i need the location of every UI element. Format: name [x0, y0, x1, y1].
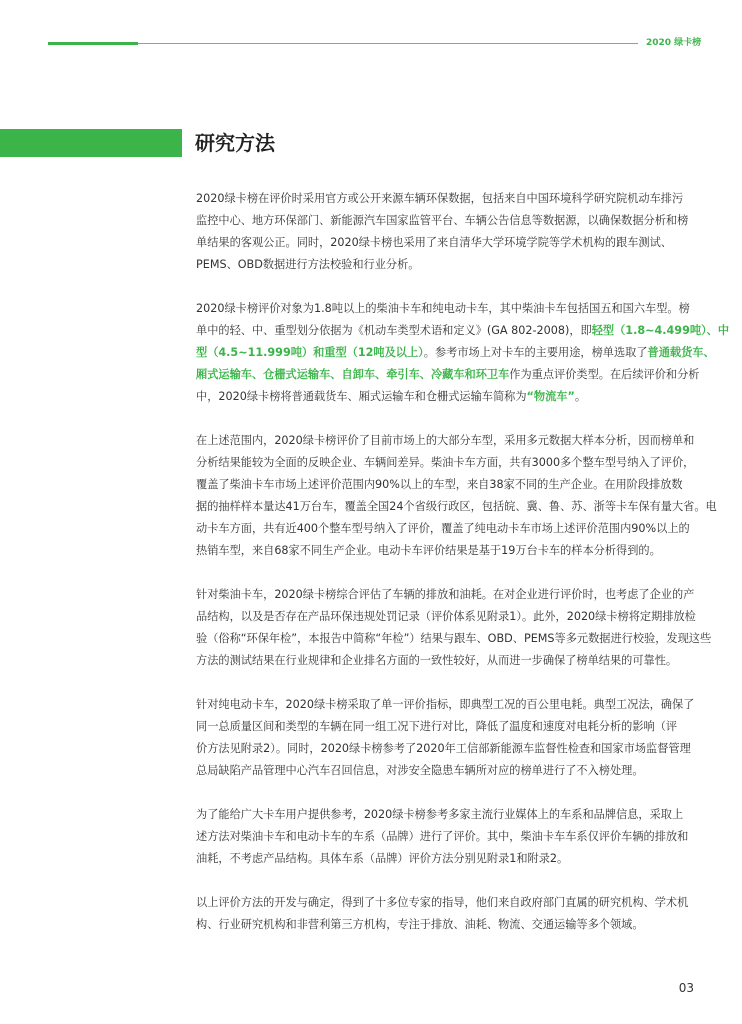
header-accent-bar — [48, 42, 138, 45]
text-line: 构、行业研究机构和非营利第三方机构，专注于排放、油耗、物流、交通运输等多个领域。 — [196, 918, 644, 931]
section-title: 研究方法 — [195, 131, 275, 155]
text-line: 覆盖了柴油卡车市场上述评价范围内90%以上的车型，来自38家不同的生产企业。在用阶段排放数 — [196, 478, 683, 491]
text-line — [196, 320, 730, 342]
paragraph-brand-evaluation — [196, 804, 689, 870]
text-line: 分析结果能较为全面的反映企业、车辆间差异。柴油卡车方面，共有3000多个整车型号纳入了评价， — [196, 456, 695, 469]
header-label: 2020 绿卡榜 — [646, 38, 702, 48]
text-line: 价方法见附录2）。同时，2020绿卡榜参考了2020年工信部新能源车监督性检查和国家市场监督管理 — [196, 742, 691, 755]
paragraph-expert-guidance — [196, 892, 689, 936]
text-line: 述方法对柴油卡车和电动卡车的车系（品牌）进行了评价。其中，柴油卡车车系仅评价车辆的排放和 — [196, 830, 689, 843]
text-line: 针对纯电动卡车，2020绿卡榜采取了单一评价指标，即典型工况的百公里电耗。典型工况法，确保了 — [196, 698, 695, 711]
section-accent-bar — [0, 129, 182, 157]
paragraph-data-sources — [196, 188, 689, 276]
text-line — [196, 342, 715, 364]
text-line: 同一总质量区间和类型的车辆在同一组工况下进行对比，降低了温度和速度对电耗分析的影响（评 — [196, 720, 678, 733]
text-line: 在上述范围内，2020绿卡榜评价了目前市场上的大部分车型，采用多元数据大样本分析，因而榜单和 — [196, 434, 695, 447]
text-line: 品结构，以及是否存在产品环保违规处罚记录（评价体系见附录1）。此外，2020绿卡榜将定期排放检 — [196, 610, 696, 623]
highlight-weight-class: 轻型（1.8~4.499吨）、中 — [591, 324, 730, 337]
paragraph-evaluation-scope — [196, 298, 730, 408]
paragraph-coverage — [196, 430, 717, 562]
text-line: 据的抽样样本量达41万台车，覆盖全国24个省级行政区，包括皖、冀、鲁、苏、浙等卡车保有量大省。电 — [196, 500, 717, 513]
text-segment: 。 — [574, 390, 587, 403]
text-line: 为了能给广大卡车用户提供参考，2020绿卡榜参考多家主流行业媒体上的车系和品牌信息，采取上 — [196, 808, 684, 821]
text-line: 总局缺陷产品管理中心汽车召回信息，对涉安全隐患车辆所对应的榜单进行了不入榜处理。 — [196, 764, 644, 777]
text-line: 油耗，不考虑产品结构。具体车系（品牌）评价方法分别见附录1和附录2。 — [196, 852, 569, 865]
text-line: 针对柴油卡车，2020绿卡榜综合评估了车辆的排放和油耗。在对企业进行评价时，也考虑了企业的产 — [196, 588, 695, 601]
text-line: 监控中心、地方环保部门、新能源汽车国家监管平台、车辆公告信息等数据源，以确保数据分析和榜 — [196, 214, 689, 227]
text-line: 单结果的客观公正。同时，2020绿卡榜也采用了来自清华大学环境学院等学术机构的跟车测试、 — [196, 236, 672, 249]
text-line: 动卡车方面，共有近400个整车型号纳入了评价，覆盖了纯电动卡车市场上述评价范围内90%以上的 — [196, 522, 690, 535]
text-segment: 作为重点评价类型。在后续评价和分析 — [509, 368, 700, 381]
text-line: 2020绿卡榜在评价时采用官方或公开来源车辆环保数据，包括来自中国环境科学研究院机动车排污 — [196, 192, 684, 205]
text-line: 2020绿卡榜评价对象为1.8吨以上的柴油卡车和纯电动卡车，其中柴油卡车包括国五和国六车型。榜 — [196, 302, 690, 315]
highlight-weight-class: 型（4.5~11.999吨）和重型（12吨及以上） — [196, 346, 424, 359]
header-rule — [138, 43, 638, 44]
paragraph-electric-method — [196, 694, 695, 782]
text-segment: 。参考市场上对卡车的主要用途，榜单选取了 — [423, 346, 648, 359]
text-line: 以上评价方法的开发与确定，得到了十多位专家的指导，他们来自政府部门直属的研究机构、学术机 — [196, 896, 689, 909]
highlight-vehicle-type: 厢式运输车、仓栅式运输车、自卸车、牵引车、冷藏车和环卫车 — [196, 368, 510, 381]
text-segment: 中，2020绿卡榜将普通载货车、厢式运输车和仓栅式运输车简称为 — [196, 390, 527, 403]
text-line: PEMS、OBD数据进行方法校验和行业分析。 — [196, 258, 420, 271]
text-line: 热销车型，来自68家不同生产企业。电动卡车评价结果是基于19万台卡车的样本分析得到的。 — [196, 544, 661, 557]
text-line: 方法的测试结果在行业规律和企业排名方面的一致性较好，从而进一步确保了榜单结果的可靠性。 — [196, 654, 678, 667]
text-line: 验（俗称“环保年检”，本报告中简称“年检”）结果与跟车、OBD、PEMS等多元数据进行校验，发现这些 — [196, 632, 712, 645]
text-line — [196, 386, 686, 408]
text-line — [196, 364, 700, 386]
text-segment: 单中的轻、中、重型划分依据为《机动车类型术语和定义》(GA 802-2008)，即 — [196, 324, 592, 337]
highlight-vehicle-type: 普通载货车、 — [647, 346, 715, 359]
page-number: 03 — [678, 981, 694, 995]
paragraph-diesel-method — [196, 584, 712, 672]
body-text — [196, 188, 730, 958]
highlight-logistics-vehicle: “物流车” — [526, 390, 575, 403]
